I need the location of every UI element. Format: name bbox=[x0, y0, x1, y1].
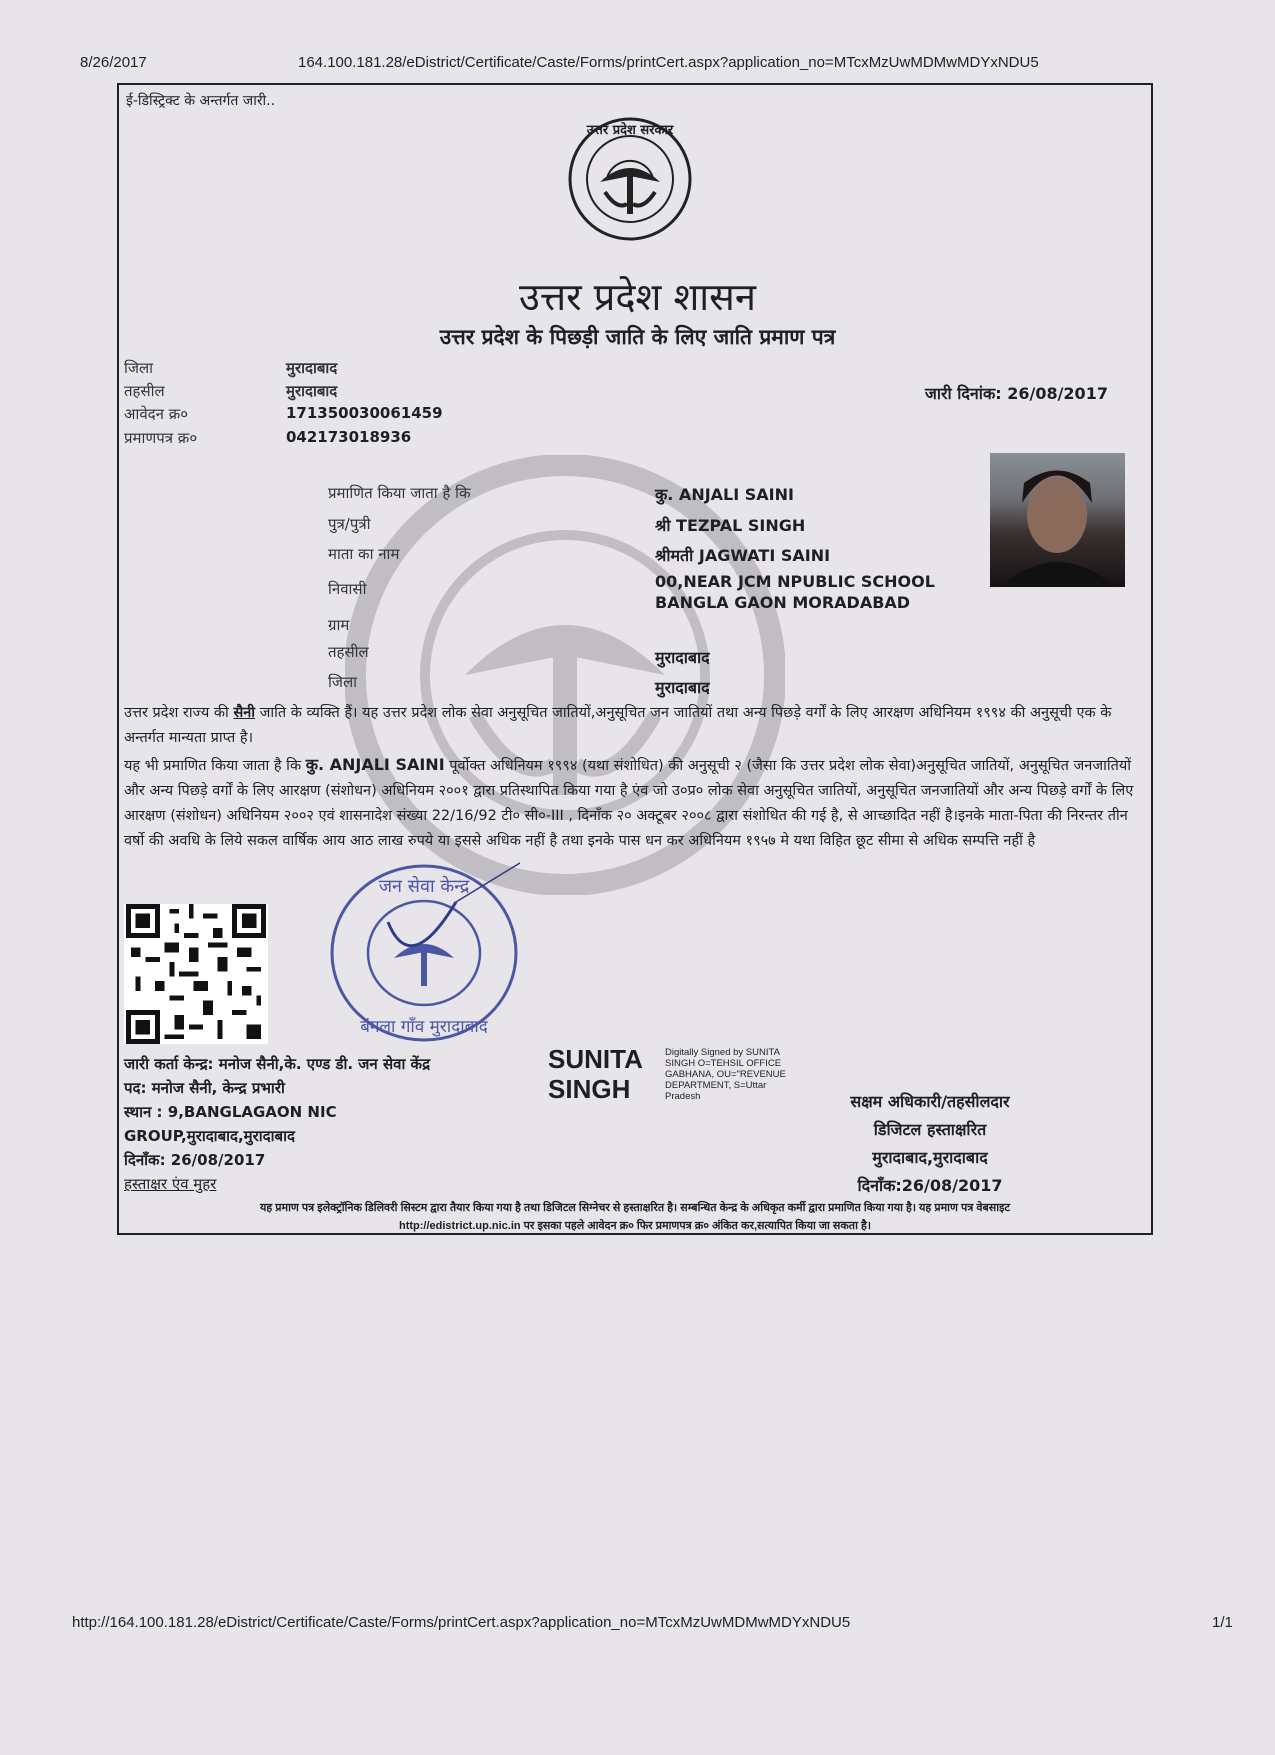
caste-statement bbox=[124, 701, 1134, 751]
verification-note: यह प्रमाण पत्र इलेक्ट्रॉनिक डिलिवरी सिस्टम द्वारा तैयार किया गया है तथा डिजिटल सिग्नेचर से हस्ताक्षरित है। सम्बन्धित केन्द्र के अधिकृत कर्मी द्वारा प्रमाणित किया गया है। यह प्रमाण पत्र वेबसाइट bbox=[259, 1202, 1011, 1214]
meta-label-certificate-no: प्रमाणपत्र क्र० bbox=[124, 429, 198, 447]
income-statement-lead: यह भी प्रमाणित किया जाता है कि bbox=[124, 758, 306, 774]
detail-label-mother: माता का नाम bbox=[328, 545, 400, 563]
print-page-number: 1/1 bbox=[1212, 1614, 1233, 1631]
detail-value-father: श्री TEZPAL SINGH bbox=[655, 516, 806, 535]
print-url: 164.100.181.28/eDistrict/Certificate/Caste/Forms/printCert.aspx?application_no=MTcxMzUwMDMwMDYxNDU5 bbox=[298, 54, 1039, 71]
sig-line-1: Digitally Signed by SUNITA bbox=[665, 1047, 780, 1058]
issue-date-value: 26/08/2017 bbox=[1007, 384, 1108, 403]
detail-value-address: 00,NEAR JCM NPUBLIC SCHOOL BANGLA GAON MORADABAD bbox=[655, 572, 935, 612]
sig-line-5: Pradesh bbox=[665, 1091, 701, 1102]
issuer-date: दिनाँक: 26/08/2017 bbox=[124, 1151, 266, 1169]
issuer-post: पद: मनोज सैनी, केन्द्र प्रभारी bbox=[124, 1079, 285, 1097]
verification-qr-code bbox=[124, 904, 268, 1044]
meta-label-application-no: आवेदन क्र० bbox=[124, 405, 189, 423]
income-statement-name: कु. ANJALI SAINI bbox=[305, 755, 445, 774]
issue-date bbox=[925, 382, 1108, 404]
issue-date-label: जारी दिनांक: bbox=[925, 384, 1002, 403]
verification-url: http://edistrict.up.nic.in पर इसका पहले आवेदन क्र० फिर प्रमाणपत्र क्र० अंकित कर,सत्यापित किया जा सकता है। bbox=[399, 1220, 871, 1232]
detail-value-district: मुरादाबाद bbox=[655, 678, 710, 697]
stamp-text-bottom: बंगला गाँव मुरादाबाद bbox=[360, 1017, 488, 1037]
detail-label-tehsil: तहसील bbox=[328, 643, 369, 661]
meta-value-tehsil: मुरादाबाद bbox=[286, 382, 338, 400]
certificate-subtitle: उत्तर प्रदेश के पिछड़ी जाति के लिए जाति प्रमाण पत्र bbox=[439, 325, 836, 349]
meta-value-certificate-no: 042173018936 bbox=[286, 428, 412, 446]
detail-label-district: जिला bbox=[328, 673, 358, 691]
caste-statement-rest: जाति के व्यक्ति हैं। यह उत्तर प्रदेश लोक सेवा अनुसूचित जातियों,अनुसूचित जन जातियों तथा अन्य पिछड़े वर्गों के लिए आरक्षण अधिनियम १९९४ की अनुसूची एक के अन्तर्गत मान्यता प्राप्त है। bbox=[124, 705, 1112, 746]
person-photo-icon bbox=[990, 453, 1125, 587]
sig-line-3: GABHANA, OU="REVENUE bbox=[665, 1069, 786, 1080]
authority-signed: डिजिटल हस्ताक्षरित bbox=[873, 1120, 987, 1139]
meta-label-tehsil: तहसील bbox=[124, 382, 165, 400]
caste-statement-lead: उत्तर प्रदेश राज्य की bbox=[124, 705, 234, 721]
authority-block bbox=[810, 1088, 1050, 1200]
meta-value-district: मुरादाबाद bbox=[286, 359, 338, 377]
detail-value-mother: श्रीमती JAGWATI SAINI bbox=[655, 546, 831, 565]
authority-date: दिनाँक:26/08/2017 bbox=[857, 1176, 1003, 1195]
sig-line-4: DEPARTMENT, S=Uttar bbox=[665, 1080, 767, 1091]
issuer-center: जारी कर्ता केन्द्र: मनोज सैनी,के. एण्ड डी. जन सेवा केंद्र bbox=[124, 1055, 431, 1073]
detail-label-resident: निवासी bbox=[328, 580, 367, 598]
issuer-sign-seal: हस्ताक्षर एंव मुहर bbox=[124, 1175, 217, 1193]
print-date: 8/26/2017 bbox=[80, 54, 147, 71]
digital-signer-name bbox=[548, 1044, 643, 1104]
income-statement-rest: पूर्वोक्त अधिनियम १९९४ (यथा संशोधित) की अनुसूची २ (जैसा कि उत्तर प्रदेश लोक सेवा)अनुसूचित जातियों, अनुसूचित जनजातियों और अन्य पिछड़े वर्गों के लिए आरक्षण (संशोधन) अधिनियम २००१ द्वारा प्रतिस्थापित किया गया है एंव जो उ०प्र० लोक सेवा अनुसूचित जातियों, अनुसूचित जनजातियों और अन्य पिछड़े वर्गों के लिए आरक्षण (संशोधन) अधिनियम २००२ एवं शासनादेश संख्या 22/16/92 टी० सी०-III , दिनाँक २० अक्टूबर २००८ द्वारा संशोधित की गई है, से आच्छादित नहीं है।इनके माता-पिता की निरन्तर तीन वर्षो की अवधि के लिये सकल वार्षिक आय आठ लाख रुपये या इससे अधिक नहीं है तथा इनके पास धन कर अधिनियम १९५७ मे यथा विहित छूट सीमा से अधिक सम्पत्ति नहीं है bbox=[124, 758, 1134, 849]
sig-line-2: SINGH O=TEHSIL OFFICE bbox=[665, 1058, 782, 1069]
signer-last-name: SINGH bbox=[548, 1074, 631, 1104]
detail-label-village: ग्राम bbox=[328, 616, 350, 634]
signer-first-name: SUNITA bbox=[548, 1044, 643, 1074]
issued-under-note: ई-डिस्ट्रिक्ट के अन्तर्गत जारी.. bbox=[126, 93, 276, 109]
meta-label-district: जिला bbox=[124, 359, 154, 377]
seva-kendra-stamp-icon bbox=[328, 862, 520, 1044]
applicant-photo bbox=[990, 453, 1125, 587]
print-footer-url: http://164.100.181.28/eDistrict/Certificate/Caste/Forms/printCert.aspx?application_no=MTcxMzUwMDMwMDYxNDU5 bbox=[72, 1614, 851, 1631]
income-statement bbox=[124, 752, 1134, 854]
detail-value-tehsil: मुरादाबाद bbox=[655, 648, 710, 667]
detail-label-child-of: पुत्र/पुत्री bbox=[328, 515, 371, 533]
authority-title: सक्षम अधिकारी/तहसीलदार bbox=[850, 1092, 1010, 1111]
detail-label-certified: प्रमाणित किया जाता है कि bbox=[328, 484, 471, 502]
authority-location: मुरादाबाद,मुरादाबाद bbox=[872, 1148, 988, 1167]
digital-signature-details bbox=[665, 1047, 786, 1102]
emblem-label: उत्तर प्रदेश सरकार bbox=[586, 123, 674, 138]
certificate-title: उत्तर प्रदेश शासन bbox=[519, 275, 756, 319]
caste-name: सैनी bbox=[233, 705, 256, 721]
issuer-place-2: GROUP,मुरादाबाद,मुरादाबाद bbox=[124, 1127, 295, 1145]
issuer-block bbox=[124, 1052, 430, 1196]
detail-value-name: कु. ANJALI SAINI bbox=[655, 485, 794, 504]
issuer-place-1: स्थान : 9,BANGLAGAON NIC bbox=[124, 1103, 337, 1121]
stamp-text-top: जन सेवा केन्द्र bbox=[378, 876, 470, 897]
meta-value-application-no: 171350030061459 bbox=[286, 404, 443, 422]
qr-code-icon bbox=[124, 904, 268, 1044]
